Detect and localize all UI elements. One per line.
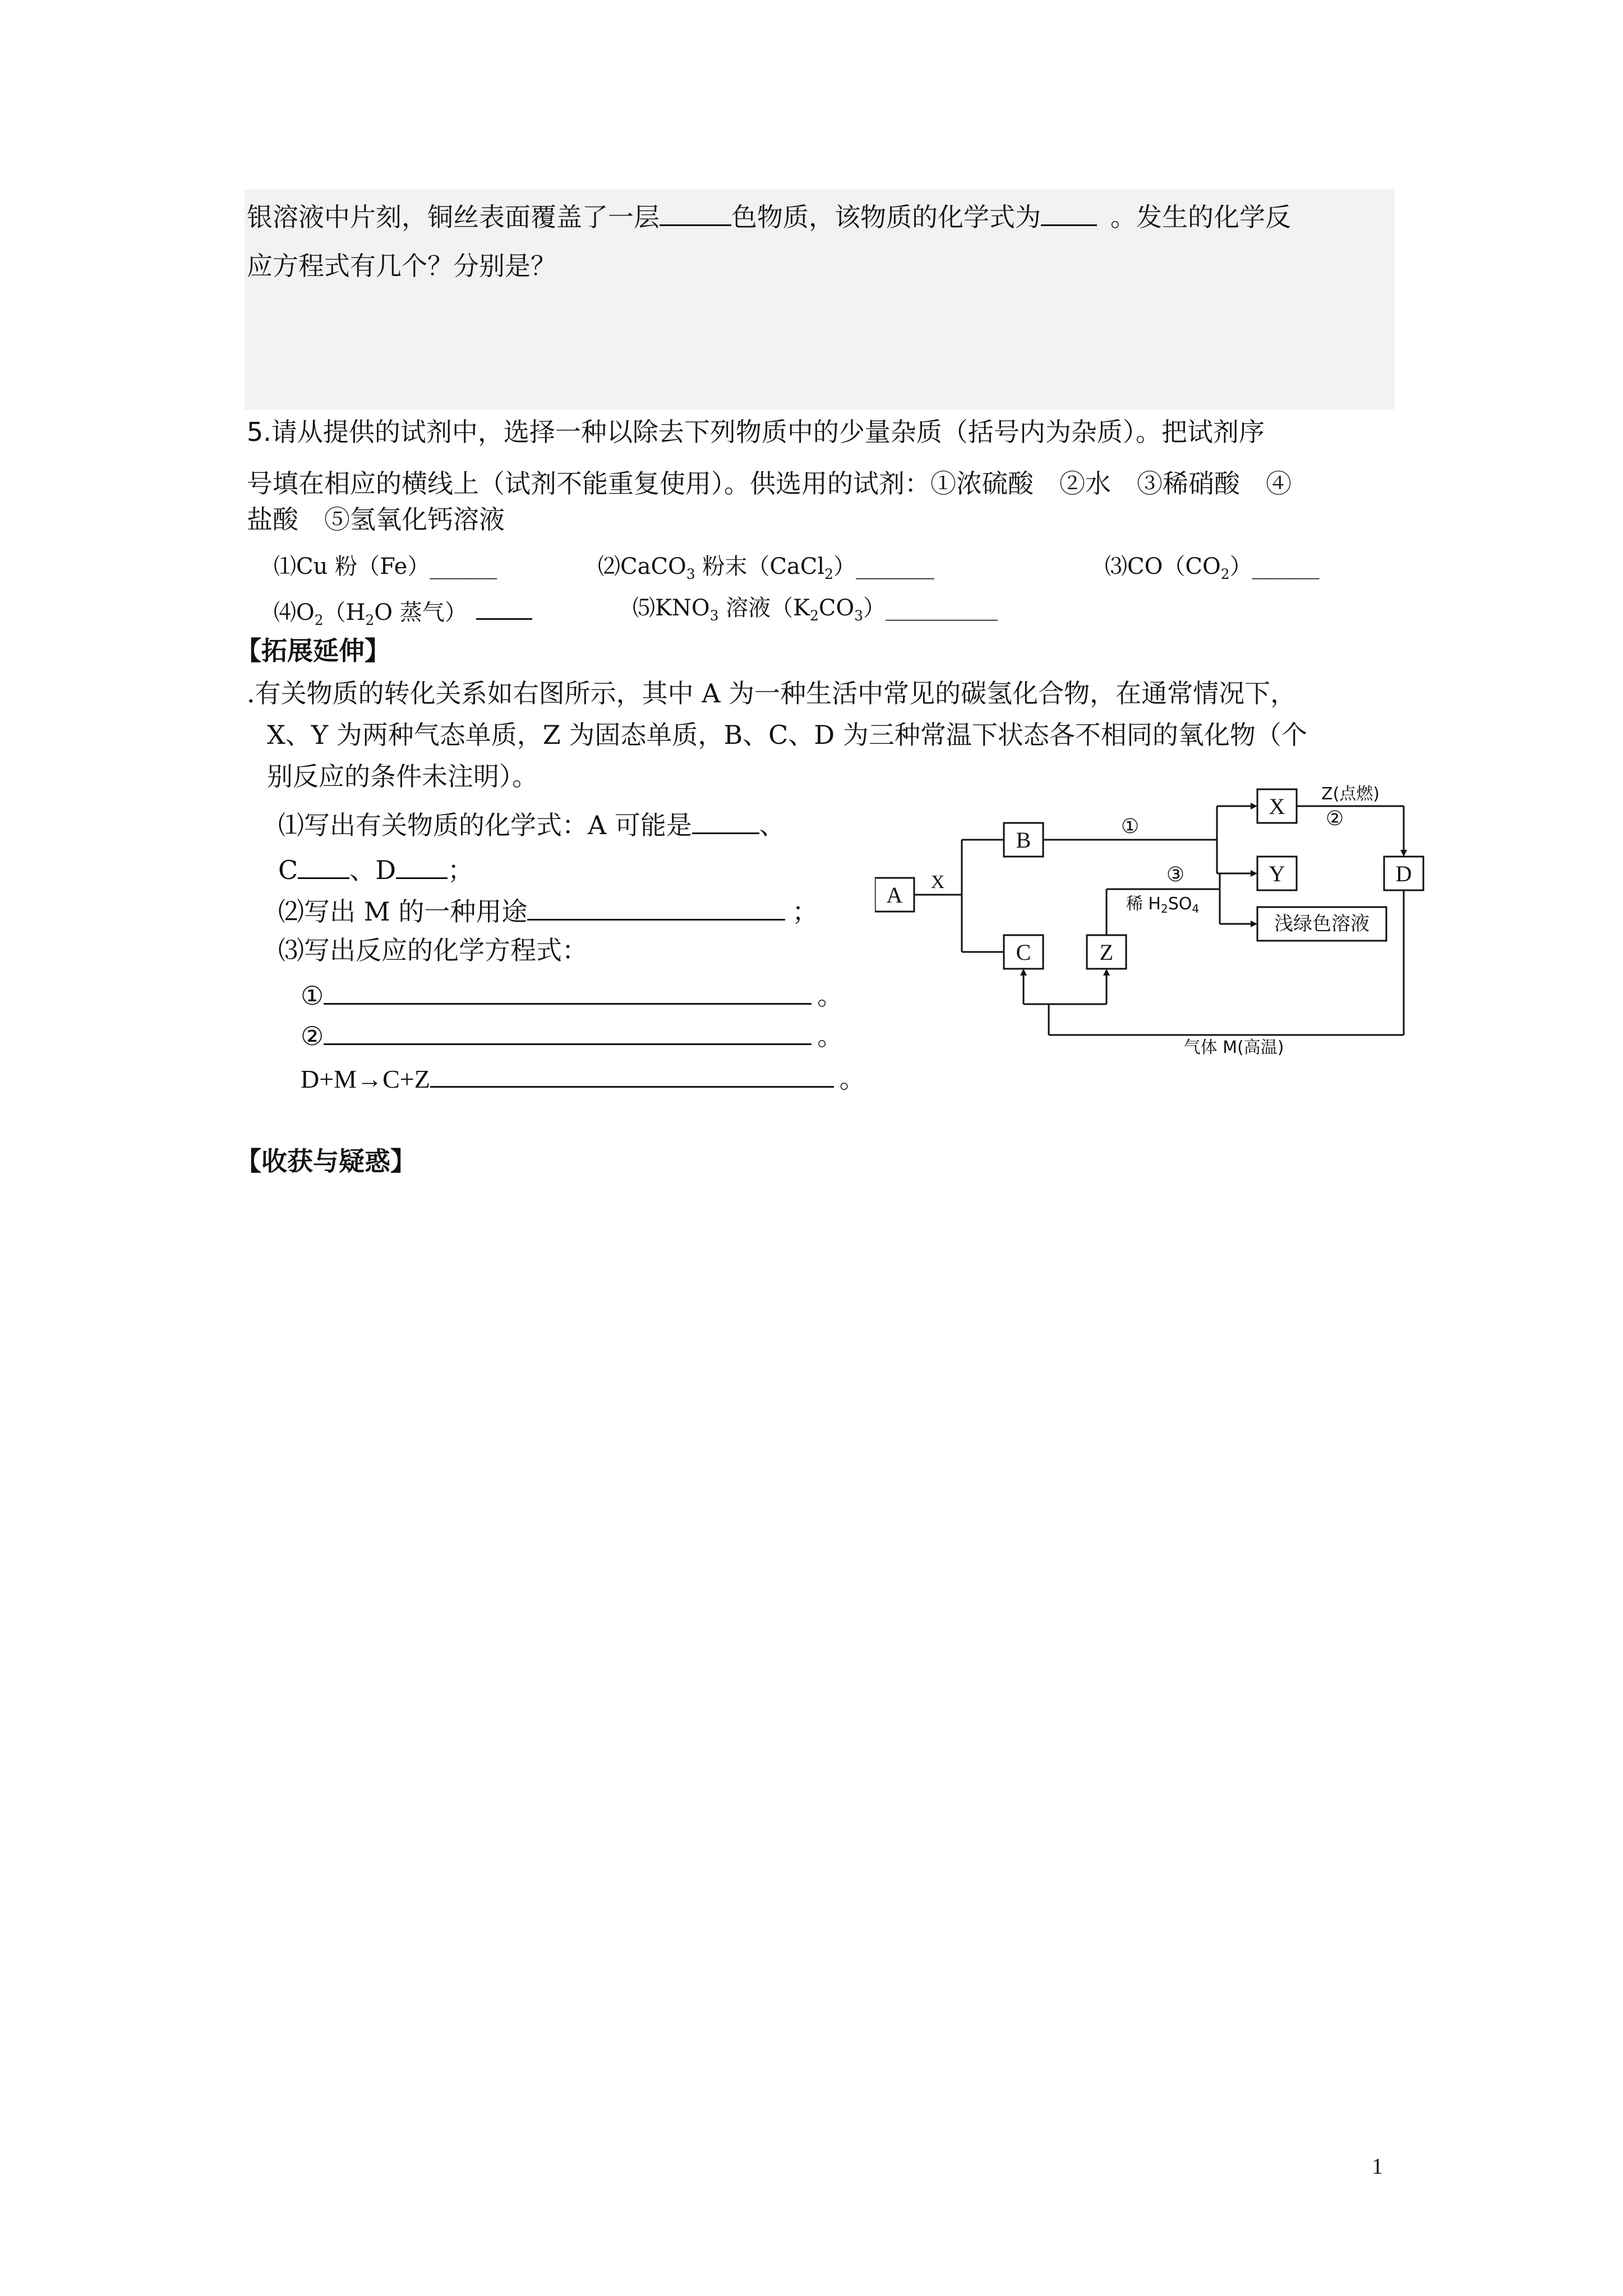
label-Y: Y (1269, 861, 1285, 886)
q6-eq2: ② 。 (301, 1016, 843, 1053)
reaction-3-label: ③ (1166, 863, 1185, 886)
q6-blank-eq3[interactable] (430, 1059, 834, 1088)
q5-item-1[interactable]: ⑴Cu 粉（Fe）______ (274, 554, 497, 579)
section-harvest-heading: 【收获与疑惑】 (236, 1146, 416, 1176)
q5-item-3[interactable]: $⑶CO(CO_2)\_\_\_\_\_\_$ (1105, 554, 1320, 582)
q6-sub1-cont: C 、D ； (278, 850, 473, 887)
q6-blank-eq1[interactable] (324, 976, 811, 1005)
q5-line1: 5.请从提供的试剂中，选择一种以除去下列物质中的少量杂质（括号内为杂质）。把试剂序 (247, 417, 1265, 447)
q4-blank-formula[interactable] (1041, 197, 1097, 226)
q5-line3: 盐酸 ⑤氢氧化钙溶液 (247, 504, 505, 535)
q5-item-5[interactable]: $⑸KNO_3$ 溶液$(K_2CO_3)\_\_\_\_\_\_\_\_\_\_$ (633, 595, 998, 624)
gas-m-label: 气体 M(高温) (1183, 1038, 1284, 1057)
label-Z: Z (1099, 940, 1114, 965)
edge-label-X: X (930, 872, 945, 892)
label-C: C (1016, 940, 1031, 965)
section-extend-heading: 【拓展延伸】 (236, 636, 390, 666)
reaction-1-label: ① (1121, 815, 1140, 838)
q6-line1: .有关物质的转化关系如右图所示，其中 A 为一种生活中常见的碳氢化合物，在通常情况下， (247, 678, 1297, 708)
q6-sub2: ⑵写出 M 的一种用途 ； (278, 892, 818, 928)
q6-blank-eq2[interactable] (324, 1016, 811, 1045)
q6-blank-use[interactable] (527, 892, 785, 921)
label-A: A (886, 882, 903, 908)
page-number: 1 (1372, 2154, 1383, 2179)
q5-item-4[interactable]: $⑷O_2(H_2O$ 蒸气） (274, 591, 532, 637)
q5-line2: 号填在相应的横线上（试剂不能重复使用）。供选用的试剂：①浓硫酸 ②水 ③稀硝酸 ④ (247, 468, 1292, 499)
label-B: B (1016, 827, 1031, 853)
dilute-acid-label: 稀 $H_2SO_4$ (1126, 894, 1200, 915)
q6-sub3: ⑶写出反应的化学方程式： (278, 935, 588, 965)
q6-blank-a[interactable] (692, 806, 759, 834)
reaction-2-label: ② (1325, 807, 1344, 830)
q6-eq3: D+M→C+Z 。 (301, 1059, 865, 1096)
q6-blank-d[interactable] (396, 850, 448, 879)
q6-line2: X、Y 为两种气态单质，Z 为固态单质，B、C、D 为三种常温下状态各不相同的氧化物（个 (267, 720, 1307, 750)
solution-label: 浅绿色溶液 (1274, 913, 1370, 935)
q6-blank-c[interactable] (298, 850, 349, 879)
q5-item-2[interactable]: ⑵CaCO$_3$ 粉末（CaCl$_2$）_______ (598, 554, 934, 582)
conversion-diagram (875, 777, 1424, 1057)
q6-sub1: ⑴写出有关物质的化学式：A 可能是 、 (278, 806, 785, 842)
q4-line2: 应方程式有几个？分别是？ (247, 251, 556, 281)
q4-blank-color[interactable] (660, 197, 731, 226)
q4-line1: 银溶液中片刻，铜丝表面覆盖了一层 色物质，该物质的化学式为 。发生的化学反 (247, 197, 1291, 234)
z-ignite-label: Z(点燃) (1321, 784, 1380, 804)
q6-line3: 别反应的条件未注明）。 (267, 761, 538, 792)
q6-eq1: ① 。 (301, 976, 843, 1013)
label-D: D (1395, 861, 1412, 886)
label-X: X (1269, 794, 1285, 819)
q5-blank-4[interactable] (476, 591, 532, 620)
